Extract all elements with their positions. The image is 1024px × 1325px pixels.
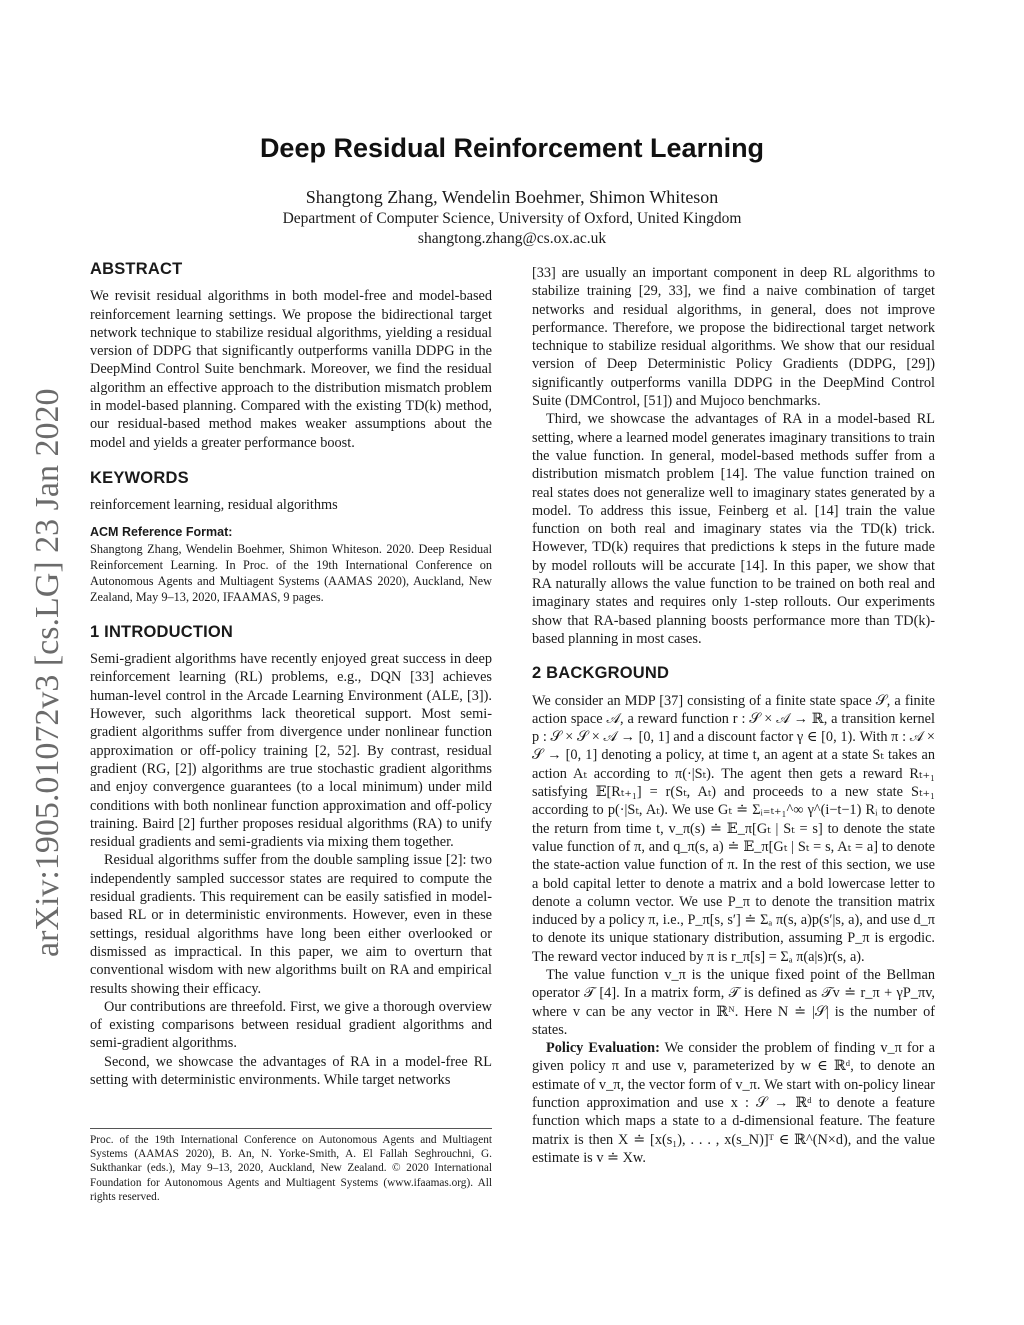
paper-title: Deep Residual Reinforcement Learning xyxy=(259,133,765,163)
intro-continued-paragraph: Third, we showcase the advantages of RA in a model-based RL setting, where a learned model generates imaginary transitions to train the value function. In general, model-based methods suffer from a distribution mismatch problem [14]. The value function trained on real states does not generalize well to imaginary states generated by a model. To address this issue, Feinberg et al. [14] train the value function on both real and imaginary states via the TD(k) trick. However, TD(k) requires that predictions k steps in the future made by model rollouts will be accurate [14]. In this paper, we show that RA naturally allows the value function to be trained on both real and imaginary states and requires only 1-step rollouts. Our experiments show that RA-based planning boosts performance more than TD(k)-based planning in most cases. xyxy=(532,411,935,647)
intro-paragraph: Second, we showcase the advantages of RA in a model-free RL setting with deterministic environments. While target networks xyxy=(90,1053,492,1088)
acm-reference-text: Shangtong Zhang, Wendelin Boehmer, Shimon Whiteson. 2020. Deep Residual Reinforcement Learning. In Proc. of the 19th International Conference on Autonomous Agents and Multiagent Systems (AAMAS 2020), Auckland, New Zealand, May 9–13, 2020, IFAAMAS, 9 pages. xyxy=(90,541,492,604)
background-heading: 2 BACKGROUND xyxy=(532,664,670,683)
paper-affiliation: Department of Computer Science, University of Oxford, United Kingdom xyxy=(282,210,742,227)
arxiv-id: arXiv:1905.01072v3 [cs.LG] 23 Jan 2020 xyxy=(29,388,66,957)
introduction-heading: 1 INTRODUCTION xyxy=(90,622,234,641)
background-paragraph: We consider an MDP [37] consisting of a finite state space 𝒮, a finite action space 𝒜, a reward function r : 𝒮 × 𝒜 → ℝ, a transition kernel p : 𝒮 × 𝒮 × 𝒜 → [0, 1] and a discount factor γ ∈ [0, 1). With π : 𝒜 × 𝒮 → [0, 1] denoting a policy, at time t, an agent at a state Sₜ takes an action Aₜ according to π(·|Sₜ). The agent then gets a reward Rₜ₊₁ satisfying 𝔼[Rₜ₊₁] = r(Sₜ, Aₜ) and proceeds to a new state Sₜ₊₁ according to p(·|Sₜ, Aₜ). We use Gₜ ≐ Σᵢ₌ₜ₊₁^∞ γ^(i−t−1) Rᵢ to denote the return from time t, v_π(s) ≐ 𝔼_π[Gₜ | Sₜ = s] to denote the state value function of π, and q_π(s, a) ≐ 𝔼_π[Gₜ | Sₜ = s, Aₜ = a] to denote the state-action value function of π. In the rest of this section, we use a bold capital letter to denote a matrix and a bold lowercase letter to denote a column vector. We use P_π to denote the transition matrix induced by a policy π, i.e., P_π[s, s′] ≐ Σₐ π(s, a)p(s′|s, a), and use d_π to denote its unique stationary distribution, assuming P_π is ergodic. The reward vector induced by π is r_π[s] = Σₐ π(a|s)r(s, a). xyxy=(532,692,935,965)
footnote-rule xyxy=(90,1128,492,1129)
paper-authors: Shangtong Zhang, Wendelin Boehmer, Shimon Whiteson xyxy=(305,187,719,207)
policy-evaluation-paragraph xyxy=(532,1039,935,1167)
policy-evaluation-text: We consider the problem of finding v_π for a given policy π and use v, parameterized by w ∈ ℝᵈ, to denote an estimate of v_π, the vector form of v_π. We start with on-policy linear function approximation and use x : 𝒮 → ℝᵈ to denote a feature function which maps a state to a d-dimensional feature. The feature matrix is then X ≐ [x(s₁), . . . , x(s_N)]ᵀ ∈ ℝ^(N×d), and the value estimate is v ≐ Xw. xyxy=(532,1040,935,1166)
keywords-heading: KEYWORDS xyxy=(90,468,189,487)
abstract-text: We revisit residual algorithms in both model-free and model-based reinforcement learning settings. We propose the bidirectional target network technique to stabilize residual algorithms, yielding a residual version of DDPG that significantly outperforms vanilla DDPG in the DeepMind Control Suite benchmark. Moreover, we find the residual algorithm an effective approach to the distribution mismatch problem in model-based planning. Compared with the existing TD(k) method, our residual-based method makes weaker assumptions about the model and yields a greater performance boost. xyxy=(90,288,492,451)
right-column xyxy=(532,264,935,1167)
arxiv-stamp xyxy=(28,357,68,957)
intro-continued-paragraph: [33] are usually an important component in deep RL algorithms to stabilize training [29, 33], we find a naive combination of target networks and residual algorithms, in general, does not improve performance. Therefore, we propose the bidirectional target network technique to stabilize residual algorithms. We show that our residual version of Deep Deterministic Policy Gradients (DDPG, [29]) significantly outperforms vanilla DDPG in the DeepMind Control Suite (DMControl, [51]) and Mujoco benchmarks. xyxy=(532,265,935,410)
footnote: Proc. of the 19th International Conference on Autonomous Agents and Multiagent Systems (AAMAS 2020), B. An, N. Yorke-Smith, A. El Fallah Seghrouchni, G. Sukthankar (eds.), May 9–13, 2020, Auckland, New Zealand. © 2020 International Foundation for Autonomous Agents and Multiagent Systems (www.ifaamas.org). All rights reserved. xyxy=(90,1134,492,1203)
abstract-heading: ABSTRACT xyxy=(90,260,183,278)
left-column xyxy=(90,260,492,1089)
background-paragraph: The value function v_π is the unique fixed point of the Bellman operator 𝒯 [4]. In a matrix form, 𝒯 is defined as 𝒯v ≐ r_π + γP_πv, where v can be any vector in ℝᴺ. Here N ≐ |𝒮| is the number of states. xyxy=(532,966,935,1038)
intro-paragraph: Our contributions are threefold. First, we give a thorough overview of existing comparisons between residual gradient algorithms and semi-gradient algorithms. xyxy=(90,998,492,1052)
policy-evaluation-label: Policy Evaluation: xyxy=(546,1040,660,1057)
intro-paragraph: Residual algorithms suffer from the double sampling issue [2]: two independently sampled successor states are required to compute the residual gradients. This requirement can be easily satisfied in model-based RL or in deterministic environments. However, even in these settings, residual algorithms have long been either overlooked or dismissed as impractical. In this paper, we aim to overturn that conventional wisdom with new algorithms built on RA and empirical results showing their efficacy. xyxy=(90,852,492,997)
paper-email: shangtong.zhang@cs.ox.ac.uk xyxy=(417,230,607,247)
intro-paragraph: Semi-gradient algorithms have recently enjoyed great success in deep reinforcement learning (RL) problems, e.g., DQN [33] achieves human-level control in the Arcade Learning Environment (ALE, [3]). However, such algorithms lack theoretical support. Most semi-gradient algorithms suffer from divergence under nonlinear function approximation or off-policy training [2, 52]. By contrast, residual gradient (RG, [2]) algorithms are true stochastic gradient algorithms and enjoy convergence guarantees (to a local minimum) under mild conditions with both nonlinear function approximation and off-policy training. Baird [2] further proposes residual algorithms (RA) to unify residual gradients and semi-gradients via mixing them together. xyxy=(90,651,492,851)
acm-reference-heading: ACM Reference Format: xyxy=(90,524,233,539)
keywords-text: reinforcement learning, residual algorithms xyxy=(90,497,338,514)
